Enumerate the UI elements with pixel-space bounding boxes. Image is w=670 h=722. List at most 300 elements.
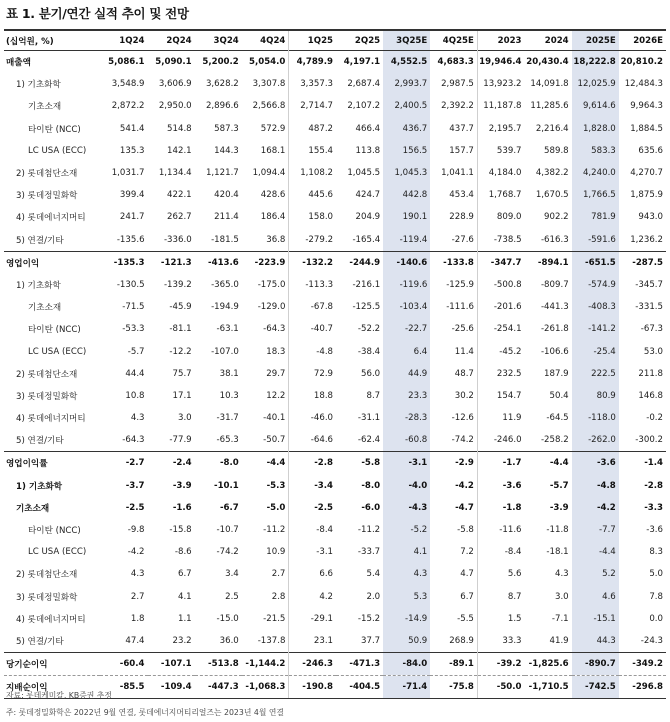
cell-value: 453.4: [449, 190, 474, 201]
cell-value: 1,045.3: [383, 162, 430, 184]
cell-value: -12.6: [451, 413, 474, 424]
cell-value: 168.1: [260, 145, 286, 156]
cell-value: -2.9: [430, 452, 477, 475]
cell-value: 572.9: [260, 123, 286, 134]
cell-value: -12.2: [169, 346, 192, 357]
cell-value: -574.9: [572, 274, 619, 296]
row-label: 기초소재: [28, 303, 62, 314]
cell-value: -50.0: [477, 676, 524, 699]
cell-value: 5.6: [477, 563, 524, 585]
table-row: [4, 407, 666, 429]
cell-value: 232.5: [477, 363, 524, 385]
cell-value: 50.9: [383, 630, 430, 653]
cell-value: -300.2: [635, 435, 663, 446]
cell-value: 44.4: [125, 368, 145, 379]
table-row: [4, 385, 666, 407]
cell-value: -2.5: [125, 502, 145, 513]
cell-value: 4,184.0: [477, 162, 524, 184]
cell-value: 36.8: [266, 234, 286, 245]
cell-value: -77.9: [169, 435, 192, 446]
cell-value: 2,896.6: [205, 101, 239, 112]
cell-value: -4.0: [383, 475, 430, 497]
cell-value: -137.8: [257, 635, 286, 646]
row-label: 2) 롯데첨단소재: [16, 369, 78, 380]
cell-value: 781.9: [572, 206, 619, 228]
cell-value: -46.0: [289, 407, 336, 429]
cell-value: 9,964.3: [630, 101, 663, 112]
cell-value: 1,766.5: [572, 184, 619, 206]
cell-value: -139.2: [163, 279, 192, 290]
cell-value: 3,307.8: [252, 79, 286, 90]
cell-value: 4.1: [177, 591, 192, 602]
cell-value: 19,946.4: [477, 51, 524, 74]
table-row: [4, 229, 666, 252]
cell-value: -2.5: [289, 497, 336, 519]
cell-value: 1,108.2: [289, 162, 336, 184]
cell-value: 75.7: [172, 368, 192, 379]
cell-value: 1,094.4: [252, 168, 286, 179]
cell-value: -113.3: [289, 274, 336, 296]
row-label: 영업이익: [4, 251, 100, 274]
cell-value: 11.4: [454, 346, 474, 357]
cell-value: -408.3: [572, 296, 619, 318]
row-label: 1) 기초화학: [16, 481, 63, 492]
cell-value: -75.8: [430, 676, 477, 699]
cell-value: -64.6: [289, 429, 336, 452]
cell-value: 539.7: [477, 140, 524, 162]
cell-value: 33.3: [477, 630, 524, 653]
cell-value: -11.2: [263, 525, 286, 536]
table-header-row: [4, 30, 666, 51]
cell-value: 3,548.9: [111, 79, 145, 90]
cell-value: -223.9: [242, 251, 289, 274]
cell-value: 1,121.7: [205, 168, 239, 179]
row-label: 4) 롯데에너지머티: [16, 614, 86, 625]
cell-value: 4,683.3: [437, 57, 474, 68]
cell-value: -3.6: [646, 525, 663, 536]
cell-value: 30.2: [454, 390, 474, 401]
cell-value: -84.0: [383, 653, 430, 676]
cell-value: -107.1: [148, 653, 195, 676]
row-label: LC USA (ECC): [28, 145, 87, 156]
cell-value: 211.4: [214, 212, 239, 223]
cell-value: 187.9: [544, 368, 569, 379]
cell-value: -2.8: [289, 452, 336, 475]
table-row: [4, 318, 666, 340]
cell-value: -4.4: [572, 541, 619, 563]
row-label: 기초소재: [16, 503, 50, 514]
cell-value: -29.1: [289, 608, 336, 630]
cell-value: -1.4: [619, 452, 666, 475]
cell-value: -513.8: [195, 653, 242, 676]
cell-value: 156.5: [383, 140, 430, 162]
cell-value: 1,134.4: [158, 168, 192, 179]
cell-value: 809.0: [477, 206, 524, 228]
cell-value: 6.7: [177, 569, 192, 580]
table-row: [4, 608, 666, 630]
table-row: [4, 51, 666, 74]
cell-value: -40.7: [289, 318, 336, 340]
cell-value: -4.7: [455, 502, 474, 513]
cell-value: -262.0: [572, 429, 619, 452]
cell-value: -63.1: [216, 324, 239, 335]
cell-value: 44.9: [383, 363, 430, 385]
cell-value: -7.7: [572, 519, 619, 541]
cell-value: -651.5: [572, 251, 619, 274]
cell-value: -52.2: [357, 324, 381, 335]
cell-value: -10.1: [214, 480, 239, 491]
table-row: [4, 452, 666, 475]
cell-value: -181.5: [211, 234, 239, 245]
cell-value: 1,045.5: [347, 168, 381, 179]
cell-value: -246.0: [477, 429, 524, 452]
table-row: [4, 497, 666, 519]
cell-value: -1,144.2: [242, 653, 289, 676]
cell-value: 3.0: [554, 591, 569, 602]
cell-value: 943.0: [638, 212, 663, 223]
cell-value: 2,392.2: [441, 101, 474, 112]
cell-value: 2,216.4: [535, 123, 569, 134]
row-label: 3) 롯데정밀화학: [16, 592, 78, 603]
cell-value: 420.4: [214, 190, 239, 201]
cell-value: -74.2: [216, 547, 239, 558]
cell-value: 5,090.1: [155, 57, 192, 68]
cell-value: -67.3: [640, 324, 663, 335]
cell-value: 5.3: [383, 586, 430, 608]
cell-value: 3.0: [177, 413, 192, 424]
cell-value: 222.5: [572, 363, 619, 385]
cell-value: -6.0: [361, 502, 381, 513]
cell-value: 3,357.3: [289, 73, 336, 95]
cell-value: -287.5: [619, 251, 666, 274]
footnote: 주: 롯데정밀화학은 2022년 9월 연결, 롯데에너지머티리얼즈는 2023년 4월 연결: [6, 708, 284, 717]
cell-value: 2,687.4: [347, 79, 381, 90]
cell-value: 262.7: [167, 212, 192, 223]
cell-value: 157.7: [449, 145, 474, 156]
cell-value: 1,236.2: [630, 234, 663, 245]
cell-value: 437.7: [449, 123, 474, 134]
table-row: [4, 519, 666, 541]
cell-value: -5.7: [549, 480, 569, 491]
cell-value: 2.8: [271, 591, 286, 602]
cell-value: 23.1: [289, 630, 336, 653]
cell-value: 11.9: [477, 407, 524, 429]
cell-value: -165.4: [352, 234, 381, 245]
cell-value: 2,195.7: [477, 118, 524, 140]
row-label: 1) 기초화학: [16, 280, 61, 291]
cell-value: -21.5: [263, 613, 286, 624]
cell-value: -2.8: [644, 480, 663, 491]
cell-value: -71.4: [383, 676, 430, 699]
cell-value: 436.7: [383, 118, 430, 140]
header-col: 3Q24: [213, 35, 239, 46]
cell-value: 2,400.5: [383, 95, 430, 117]
cell-value: -125.5: [352, 302, 381, 313]
cell-value: -447.3: [195, 676, 242, 699]
cell-value: -64.3: [122, 435, 145, 446]
cell-value: -279.2: [289, 229, 336, 252]
cell-value: 80.9: [572, 385, 619, 407]
cell-value: 5.0: [649, 569, 663, 580]
cell-value: -8.4: [289, 519, 336, 541]
cell-value: 20,430.4: [526, 57, 569, 68]
header-col: 2023: [477, 30, 524, 51]
cell-value: -5.5: [457, 613, 474, 624]
cell-value: 1.1: [177, 613, 192, 624]
cell-value: 4.7: [460, 569, 474, 580]
cell-value: -7.1: [551, 613, 569, 624]
cell-value: -365.0: [211, 279, 239, 290]
cell-value: -28.3: [383, 407, 430, 429]
row-label: 5) 연결/기타: [16, 235, 64, 246]
cell-value: -261.8: [540, 324, 569, 335]
cell-value: 144.3: [214, 145, 239, 156]
cell-value: -1.7: [477, 452, 524, 475]
cell-value: -25.6: [451, 324, 474, 335]
cell-value: 5,200.2: [202, 57, 239, 68]
cell-value: -4.2: [455, 480, 474, 491]
cell-value: 1.8: [130, 613, 145, 624]
cell-value: 466.4: [355, 123, 381, 134]
table-row: [4, 541, 666, 563]
cell-value: 4,240.0: [572, 162, 619, 184]
cell-value: -121.3: [148, 251, 195, 274]
row-label: 당기순이익: [4, 653, 100, 676]
cell-value: -65.3: [216, 435, 239, 446]
cell-value: 8.7: [477, 586, 524, 608]
cell-value: -4.3: [383, 497, 430, 519]
cell-value: 4.2: [289, 586, 336, 608]
table-row: [4, 274, 666, 296]
cell-value: 1,828.0: [572, 118, 619, 140]
table-row: [4, 363, 666, 385]
cell-value: -67.8: [289, 296, 336, 318]
cell-value: 583.3: [572, 140, 619, 162]
cell-value: 3,606.9: [158, 79, 192, 90]
cell-value: -5.0: [266, 502, 286, 513]
cell-value: 1,031.7: [111, 168, 145, 179]
cell-value: -336.0: [163, 234, 192, 245]
cell-value: -3.1: [383, 452, 430, 475]
row-label: 3) 롯데정밀화학: [16, 391, 78, 402]
header-col: 4Q25E: [442, 35, 474, 46]
cell-value: 902.2: [544, 212, 569, 223]
cell-value: 18.8: [289, 385, 336, 407]
cell-value: -1,825.6: [525, 653, 572, 676]
cell-value: -135.6: [116, 234, 145, 245]
cell-value: 158.0: [289, 206, 336, 228]
cell-value: 589.8: [544, 145, 569, 156]
header-col: 2Q24: [166, 35, 192, 46]
cell-value: -296.8: [619, 676, 666, 699]
row-label: LC USA (ECC): [28, 346, 87, 357]
table-row: [4, 73, 666, 95]
cell-value: -5.3: [266, 480, 286, 491]
cell-value: 48.7: [454, 368, 474, 379]
cell-value: 38.1: [219, 368, 239, 379]
header-col: 4Q24: [260, 35, 286, 46]
cell-value: 2.7: [271, 569, 286, 580]
cell-value: -119.6: [383, 274, 430, 296]
cell-value: -345.7: [635, 279, 663, 290]
cell-value: 2,566.8: [252, 101, 286, 112]
cell-value: -331.5: [635, 302, 663, 313]
cell-value: 4,197.1: [343, 57, 381, 68]
cell-value: -5.7: [127, 346, 145, 357]
cell-value: 7.2: [460, 547, 474, 558]
row-label: LC USA (ECC): [28, 547, 87, 558]
cell-value: -3.6: [477, 475, 524, 497]
cell-value: -2.4: [148, 452, 195, 475]
cell-value: -53.3: [122, 324, 145, 335]
cell-value: 428.6: [260, 190, 286, 201]
table-row: [4, 162, 666, 184]
cell-value: -109.4: [148, 676, 195, 699]
cell-value: 41.9: [549, 635, 569, 646]
row-label: 타이탄 (NCC): [28, 526, 81, 537]
cell-value: -591.6: [572, 229, 619, 252]
cell-value: 113.8: [355, 145, 381, 156]
cell-value: 445.6: [289, 184, 336, 206]
cell-value: 8.7: [366, 390, 381, 401]
cell-value: 186.4: [260, 212, 286, 223]
cell-value: -5.8: [336, 452, 383, 475]
cell-value: 53.0: [643, 346, 663, 357]
cell-value: -11.2: [357, 525, 381, 536]
cell-value: -129.0: [257, 302, 286, 313]
cell-value: 5,054.0: [248, 57, 286, 68]
cell-value: 635.6: [638, 145, 663, 156]
cell-value: -8.0: [361, 480, 381, 491]
cell-value: 9,614.6: [572, 95, 619, 117]
cell-value: -1,710.5: [525, 676, 572, 699]
cell-value: 4,552.5: [383, 51, 430, 74]
cell-value: -132.2: [289, 251, 336, 274]
cell-value: -616.3: [540, 234, 569, 245]
cell-value: 1,884.5: [630, 123, 663, 134]
cell-value: 47.4: [125, 635, 145, 646]
cell-value: -890.7: [572, 653, 619, 676]
cell-value: 514.8: [167, 123, 192, 134]
cell-value: -15.0: [216, 613, 239, 624]
row-label: 4) 롯데에너지머티: [16, 213, 86, 224]
cell-value: -11.6: [477, 519, 524, 541]
cell-value: -125.9: [446, 279, 474, 290]
cell-value: 29.7: [266, 368, 286, 379]
cell-value: 23.2: [172, 635, 192, 646]
cell-value: 12,484.3: [624, 79, 663, 90]
cell-value: -33.7: [357, 547, 381, 558]
cell-value: -894.1: [525, 251, 572, 274]
cell-value: 2,987.5: [441, 79, 474, 90]
cell-value: 6.4: [383, 340, 430, 362]
cell-value: -89.1: [430, 653, 477, 676]
cell-value: -130.5: [116, 279, 145, 290]
cell-value: -3.4: [289, 475, 336, 497]
cell-value: -118.0: [572, 407, 619, 429]
cell-value: -39.2: [477, 653, 524, 676]
table-row: [4, 140, 666, 162]
cell-value: -809.7: [540, 279, 569, 290]
table-row: [4, 184, 666, 206]
cell-value: -1,068.3: [242, 676, 289, 699]
row-label: 5) 연결/기타: [16, 636, 64, 647]
cell-value: -8.6: [174, 547, 192, 558]
cell-value: 2.5: [225, 591, 239, 602]
cell-value: 72.9: [289, 363, 336, 385]
cell-value: -3.9: [549, 502, 569, 513]
cell-value: 1,875.9: [630, 190, 663, 201]
cell-value: 541.4: [119, 123, 145, 134]
cell-value: 56.0: [361, 368, 381, 379]
cell-value: 422.1: [167, 190, 192, 201]
row-label: 영업이익률: [4, 452, 100, 475]
cell-value: 6.7: [460, 591, 474, 602]
cell-value: -471.3: [336, 653, 383, 676]
cell-value: -119.4: [383, 229, 430, 252]
cell-value: 4.3: [130, 413, 145, 424]
cell-value: 6.6: [289, 563, 336, 585]
cell-value: -441.3: [540, 302, 569, 313]
cell-value: -3.3: [644, 502, 663, 513]
header-col: 2Q25: [354, 35, 381, 46]
cell-value: 0.0: [649, 613, 663, 624]
cell-value: -8.4: [477, 541, 524, 563]
cell-value: 3.4: [225, 569, 239, 580]
cell-value: -18.1: [546, 547, 569, 558]
cell-value: 135.3: [119, 145, 145, 156]
table-row: [4, 95, 666, 117]
row-label: 4) 롯데에너지머티: [16, 414, 86, 425]
cell-value: 487.2: [289, 118, 336, 140]
header-col: 1Q25: [289, 30, 336, 51]
cell-value: 4,382.2: [535, 168, 569, 179]
cell-value: -0.2: [646, 413, 663, 424]
cell-value: -81.1: [169, 324, 192, 335]
cell-value: -135.3: [100, 251, 147, 274]
cell-value: 18,222.8: [572, 51, 619, 74]
header-unit-label: (십억원, %): [6, 36, 54, 47]
cell-value: -14.9: [383, 608, 430, 630]
cell-value: -11.8: [546, 525, 569, 536]
cell-value: -45.9: [169, 302, 192, 313]
cell-value: -133.8: [430, 251, 477, 274]
cell-value: -27.6: [451, 234, 474, 245]
cell-value: -107.0: [211, 346, 239, 357]
cell-value: 20,810.2: [620, 57, 663, 68]
row-label: 5) 연결/기타: [16, 436, 64, 447]
cell-value: 5,086.1: [108, 57, 145, 68]
cell-value: 12,025.9: [572, 73, 619, 95]
row-label: 타이탄 (NCC): [28, 325, 81, 336]
cell-value: -40.1: [263, 413, 286, 424]
cell-value: 2,950.0: [158, 101, 192, 112]
cell-value: 7.8: [649, 591, 663, 602]
cell-value: 204.9: [355, 212, 381, 223]
cell-value: 146.8: [638, 390, 663, 401]
cell-value: -62.4: [357, 435, 381, 446]
cell-value: 2.0: [366, 591, 381, 602]
cell-value: -25.4: [572, 340, 619, 362]
header-col: 1Q24: [119, 35, 145, 46]
cell-value: -4.4: [525, 452, 572, 475]
cell-value: 18.3: [266, 346, 286, 357]
cell-value: -24.3: [640, 635, 663, 646]
cell-value: 1,670.5: [535, 190, 569, 201]
cell-value: 4,270.7: [630, 168, 663, 179]
row-label: 3) 롯데정밀화학: [16, 191, 78, 202]
header-col: 2025E: [572, 30, 619, 51]
